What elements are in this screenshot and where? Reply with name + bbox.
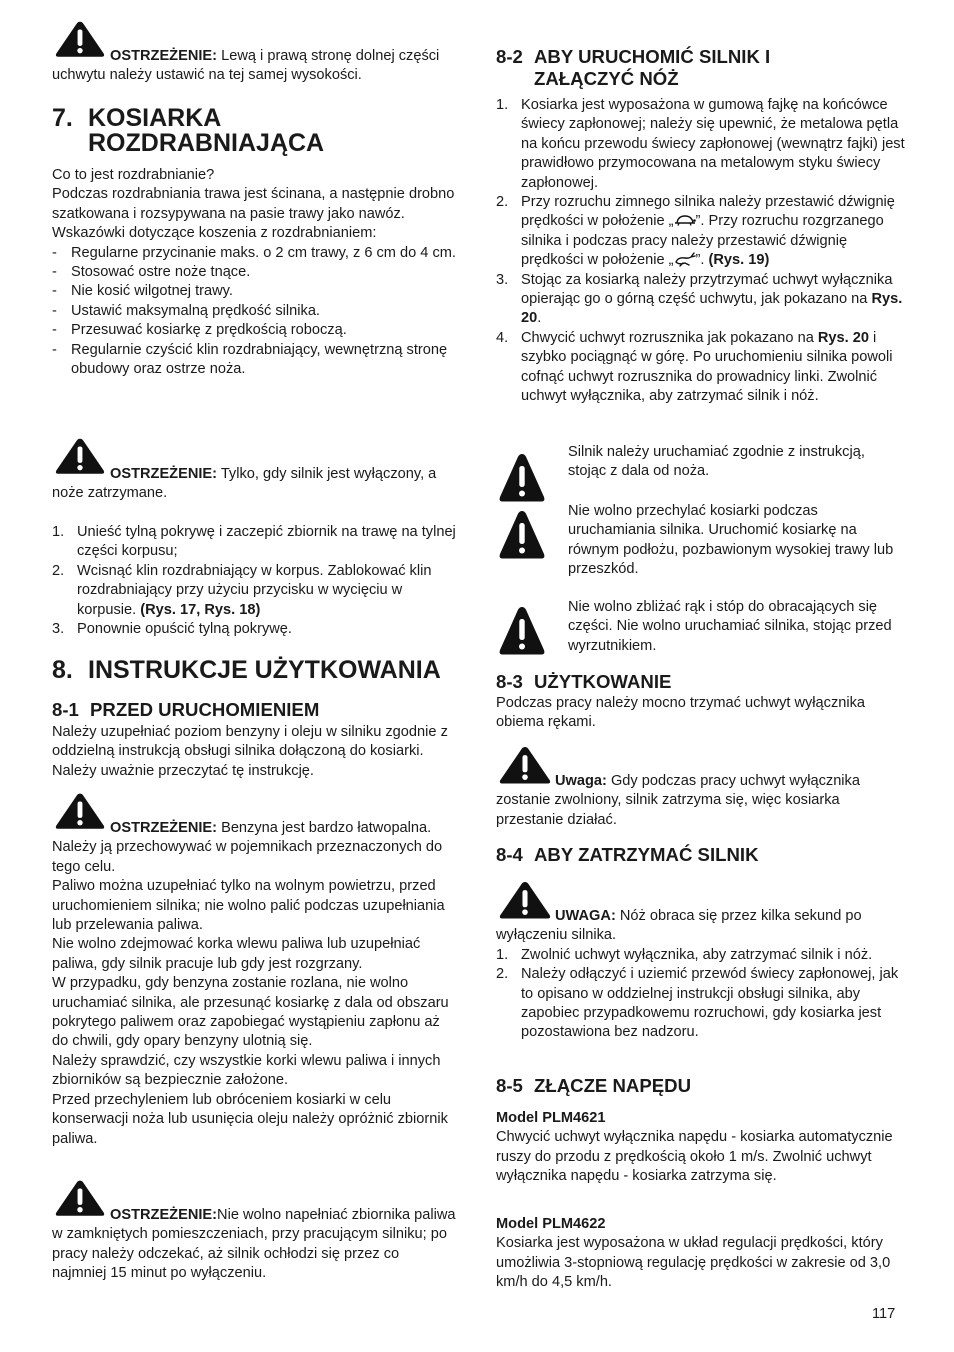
section-8-3-heading: 8-3 UŻYTKOWANIE <box>496 671 672 692</box>
list-item: - Regularnie czyścić klin rozdrabniający, wewnętrzną stronę obudowy oraz ostrze noża. <box>52 341 448 378</box>
list-item: 1. Zwolnić uchwyt wyłącznika, aby zatrzymać silnik i nóż. <box>496 946 873 963</box>
steps-list <box>496 946 906 1043</box>
warning-text: Silnik należy uruchamiać zgodnie z instrukcją, stojąc z dala od noża. <box>568 444 865 480</box>
list-item: - Nie kosić wilgotnej trawy. <box>52 283 233 300</box>
warning-handle-height <box>52 20 456 86</box>
warning-label: OSTRZEŻENIE: <box>110 48 218 64</box>
figure-reference: (Rys. 19) <box>708 252 770 269</box>
section-7-heading: 7. KOSIARKA ROZDRABNIAJĄCA <box>52 106 456 156</box>
warning-label: OSTRZEŻENIE: <box>110 1207 218 1223</box>
section-8-5-heading: 8-5 ZŁĄCZE NAPĘDU <box>496 1075 692 1096</box>
page-number: 117 <box>872 1306 896 1322</box>
list-item: - Przesuwać kosiarkę z prędkością roboczą. <box>52 322 347 339</box>
list-item: - Stosować ostre noże tnące. <box>52 264 251 281</box>
warning-label: OSTRZEŻENIE: <box>110 820 218 836</box>
side-warning <box>496 443 906 482</box>
warning-text: Lewą i prawą stronę dolnej części uchwytu należy ustawić na tej samej wysokości. <box>52 48 440 84</box>
subsection-title: ABY ZATRZYMAĆ SILNIK <box>534 844 759 865</box>
paragraph: Paliwo można uzupełniać tylko na wolnym powietrzu, przed uruchomieniem silnika; nie wolno palić podczas uzupełniania lub przelewania paliwa. <box>52 878 445 934</box>
section-title: KOSIARKA ROZDRABNIAJĄCA <box>88 104 325 157</box>
list-item: 2. Przy rozruchu zimnego silnika należy przestawić dźwignię prędkości w położenie „ ”. Przy rozruchu rozgrzanego silnika i podczas pracy należy przestawić dźwignię prędkości w położenie „ ”. (Rys. 19) <box>496 194 895 269</box>
paragraph: Podczas pracy należy mocno trzymać uchwyt wyłącznika obiema rękami. <box>496 695 866 731</box>
warning-blade-rotates <box>496 880 906 1043</box>
model-plm4621 <box>496 1109 906 1187</box>
figure-reference: Rys. 20 <box>521 291 903 327</box>
paragraph: Co to jest rozdrabnianie? <box>52 167 215 183</box>
warning-engine-off <box>52 437 456 504</box>
warning-triangle-icon <box>498 880 552 920</box>
warning-triangle-icon <box>498 453 546 503</box>
model-name: Model PLM4621 <box>496 1110 606 1126</box>
warning-text: Benzyna jest bardzo łatwopalna. <box>217 820 432 836</box>
warning-text: Nie wolno napełniać zbiornika paliwa w zamkniętych pomieszczeniach, przy pracującym silniku; po pracy należy odczekać, aż silnik ochłodzi się przez co najmniej 15 minut po wyłączeniu. <box>52 1207 456 1282</box>
paragraph: Przed przechyleniem lub obróceniem kosiarki w celu konserwacji noża lub usunięcia oleju należy opróżnić zbiornik paliwa. <box>52 1091 448 1147</box>
hare-icon <box>674 251 696 267</box>
warning-fuel <box>52 791 456 1149</box>
turtle-icon <box>674 214 696 226</box>
section-8-1-heading: 8-1 PRZED URUCHOMIENIEM <box>52 699 320 720</box>
steps-list <box>496 96 906 407</box>
list-item: 1. Kosiarka jest wyposażona w gumową fajkę na końcówce świecy zapłonowej; należy się upewnić, że metalowa pętla na końcu przewodu świecy zapłonowej (wewnątrz fajki) jest prawidłowo przymocowana na metalowym styku świecy zapłonowej. <box>496 97 905 191</box>
figure-reference: Rys. 20 <box>817 329 869 346</box>
section-title: INSTRUKCJE UŻYTKOWANIA <box>88 656 441 684</box>
section-7-steps <box>52 523 456 639</box>
warning-text: Nóż obraca się przez kilka sekund po wyłączeniu silnika. <box>496 908 862 944</box>
warning-triangle-icon <box>54 1178 106 1218</box>
subsection-title: ABY URUCHOMIĆ SILNIK I ZAŁĄCZYĆ NÓŻ <box>534 46 771 89</box>
paragraph: W przypadku, gdy benzyna zostanie rozlana, nie wolno uruchamiać silnika, ale przesunąć kosiarkę z dala od obszaru pokrytego paliwem oraz zapobiegać wystąpieniu zapłonu aż do chwili, gdy opary benzyny ulotnią się. <box>52 975 449 1050</box>
paragraph: Nie wolno zdejmować korka wlewu paliwa lub uzupełniać paliwa, gdy silnik pracuje lub gdy jest rozgrzany. <box>52 936 421 972</box>
list-item: 2. Wcisnąć klin rozdrabniający w korpus. Zablokować klin rozdrabniający przy użyciu przycisku w wycięciu w korpusie. (Rys. 17, Rys. 18) <box>52 562 432 618</box>
figure-reference: (Rys. 17, Rys. 18) <box>140 601 261 618</box>
warning-triangle-icon <box>54 437 106 475</box>
side-warning <box>496 598 906 656</box>
warning-text: Tylko, gdy silnik jest wyłączony, a noże zatrzymane. <box>52 466 437 502</box>
warning-label: OSTRZEŻENIE: <box>110 466 218 482</box>
warning-text: Nie wolno zbliżać rąk i stóp do obracających się części. Nie wolno uruchamiać silnika, stojąc przed wyrzutnikiem. <box>568 599 892 654</box>
paragraph: Wskazówki dotyczące koszenia z rozdrabnianiem: <box>52 225 377 242</box>
list-item: - Ustawić maksymalną prędkość silnika. <box>52 302 320 319</box>
paragraph: Należy uzupełniać poziom benzyny i oleju w silniku zgodnie z oddzielną instrukcją obsługi silnika dołączoną do kosiarki. Należy uważnie przeczytać tę instrukcję. <box>52 724 448 779</box>
warning-refuel-indoors <box>52 1178 456 1284</box>
warning-release-handle <box>496 745 906 830</box>
paragraph: Kosiarka jest wyposażona w układ regulacji prędkości, który umożliwia 3-stopniową regulację prędkości w zakresie od 3,0 km/h do 4,5 km/h. <box>496 1235 891 1291</box>
warning-triangle-icon <box>498 606 546 656</box>
tips-list <box>52 244 456 380</box>
model-plm4622 <box>496 1215 906 1293</box>
section-8-4-heading: 8-4 ABY ZATRZYMAĆ SILNIK <box>496 844 759 865</box>
section-8-2-steps <box>496 96 906 407</box>
subsection-title: UŻYTKOWANIE <box>534 671 672 692</box>
steps-list <box>52 523 456 639</box>
list-item: 3. Ponownie opuścić tylną pokrywę. <box>52 621 292 638</box>
paragraph: Należy ją przechowywać w pojemnikach przeznaczonych do tego celu. <box>52 839 443 875</box>
section-8-3-body <box>496 694 906 733</box>
list-item: 3. Stojąc za kosiarką należy przytrzymać uchwyt wyłącznika opierając go o górną część uchwytu, jak pokazano na Rys. 20. <box>496 271 903 327</box>
warning-text: Nie wolno przechylać kosiarki podczas uruchamiania silnika. Uruchomić kosiarkę na równym podłożu, pozbawionym wysokiej trawy lub przeszkód. <box>568 503 894 578</box>
paragraph: Należy sprawdzić, czy wszystkie korki wlewu paliwa i innych zbiorników są bezpiecznie założone. <box>52 1052 441 1089</box>
warning-label: UWAGA: <box>555 908 616 924</box>
subsection-title: PRZED URUCHOMIENIEM <box>90 699 320 720</box>
section-8-heading: 8. INSTRUKCJE UŻYTKOWANIA <box>52 656 441 684</box>
section-8-2-heading: 8-2 ABY URUCHOMIĆ SILNIK I ZAŁĄCZYĆ NÓŻ <box>496 46 906 90</box>
paragraph: Podczas rozdrabniania trawa jest ścinana, a następnie drobno szatkowana i rozsypywana na pasie trawy jako nawóz. <box>52 186 455 222</box>
list-item: 1. Unieść tylną pokrywę i zaczepić zbiornik na trawę na tylnej części korpusu; <box>52 524 456 560</box>
section-8-1-body <box>52 723 456 781</box>
model-name: Model PLM4622 <box>496 1216 606 1232</box>
list-item: 4. Chwycić uchwyt rozrusznika jak pokazano na Rys. 20 i szybko pociągnąć w górę. Po uruchomieniu silnika powoli cofnąć uchwyt rozrusznika do prowadnicy linki. Zwolnić uchwyt wyłącznika, aby zatrzymać silnik i nóż. <box>496 329 893 405</box>
subsection-title: ZŁĄCZE NAPĘDU <box>534 1075 692 1096</box>
list-item: - Regularne przycinanie maks. o 2 cm trawy, z 6 cm do 4 cm. <box>52 244 456 261</box>
side-warning <box>496 502 906 580</box>
warning-triangle-icon <box>54 20 106 58</box>
warning-label: Uwaga: <box>555 773 607 789</box>
section-7-body <box>52 166 456 379</box>
list-item: 2. Należy odłączyć i uziemić przewód świecy zapłonowej, jak to opisano w oddzielnej instrukcji obsługi silnika, aby zapobiec przypadkowemu rozruchowi, gdy kosiarka jest pozostawiona bez nadzoru. <box>496 966 899 1041</box>
paragraph: Chwycić uchwyt wyłącznika napędu - kosiarka automatycznie ruszy do przodu z prędkością około 1 m/s. Zwolnić uchwyt wyłącznika napędu - kosiarka zatrzyma się. <box>496 1129 893 1185</box>
warning-triangle-icon <box>498 510 546 560</box>
warning-triangle-icon <box>54 791 106 831</box>
warning-triangle-icon <box>498 745 552 785</box>
warning-text: Gdy podczas pracy uchwyt wyłącznika zostanie zwolniony, silnik zatrzyma się, więc kosiarka przestanie działać. <box>496 773 860 828</box>
